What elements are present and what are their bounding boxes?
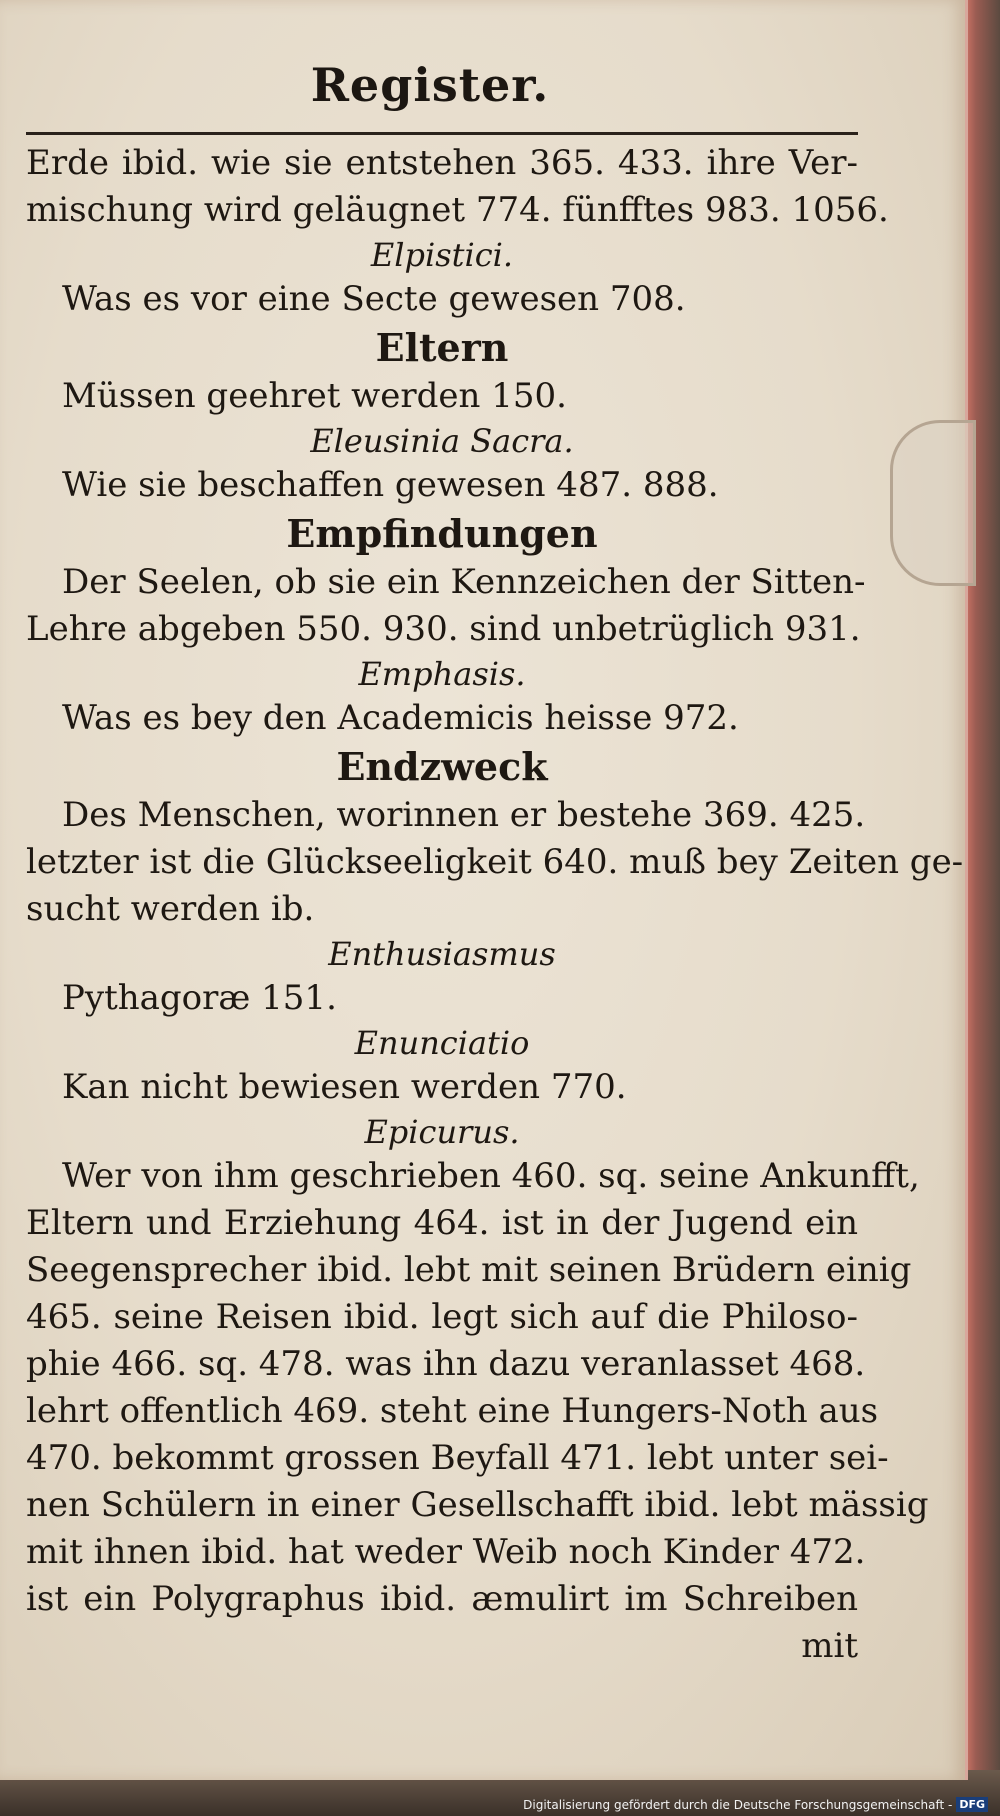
entry-line: mit ihnen ibid. hat weder Weib noch Kinder 472.: [26, 1532, 866, 1572]
catchword: mit: [801, 1626, 858, 1666]
entry-line: Lehre abgeben 550. 930. sind unbetrüglich 931.: [26, 609, 861, 649]
entry-line: lehrt offentlich 469. steht eine Hungers-Noth aus: [26, 1391, 879, 1431]
entry-line: Kan nicht bewiesen werden 770.: [62, 1067, 627, 1107]
entry-line: Was es vor eine Secte gewesen 708.: [62, 279, 686, 319]
page-header: Register.: [310, 58, 550, 112]
entry-line: Wie sie beschaffen gewesen 487. 888.: [62, 465, 719, 505]
entry-line: Des Menschen, worinnen er bestehe 369. 425.: [62, 795, 866, 835]
entry-line: Erde ibid. wie sie entstehen 365. 433. ihre Ver-: [26, 143, 858, 183]
entry-heading: Elpistici.: [370, 236, 514, 274]
entry-line: Der Seelen, ob sie ein Kennzeichen der Sitten-: [62, 562, 866, 602]
entry-line: mischung wird geläugnet 774. fünfftes 983. 1056.: [26, 190, 889, 230]
entry-heading: Eltern: [375, 325, 509, 370]
entry-heading: Endzweck: [336, 744, 548, 789]
entry-line: Müssen geehret werden 150.: [62, 376, 567, 416]
dfg-logo: DFG: [956, 1797, 988, 1812]
entry-line: Eltern und Erziehung 464. ist in der Jugend ein: [26, 1203, 858, 1243]
header-rule: [26, 132, 858, 135]
digitization-footer: [523, 1797, 988, 1812]
entry-heading: Eleusinia Sacra.: [310, 422, 574, 460]
register-content: [26, 140, 964, 1670]
entry-line: ist ein Polygraphus ibid. æmulirt im Schreiben: [26, 1579, 858, 1619]
entry-heading: Epicurus.: [364, 1113, 520, 1151]
entry-line: 465. seine Reisen ibid. legt sich auf die Philoso-: [26, 1297, 858, 1337]
entry-line: sucht werden ib.: [26, 889, 315, 929]
entry-heading: Enunciatio: [354, 1024, 530, 1062]
entry-line: Wer von ihm geschrieben 460. sq. seine Ankunfft,: [62, 1156, 920, 1196]
entry-line: phie 466. sq. 478. was ihn dazu veranlasset 468.: [26, 1344, 866, 1384]
entry-line: 470. bekommt grossen Beyfall 471. lebt unter sei-: [26, 1438, 889, 1478]
entry-heading: Empfindungen: [286, 511, 598, 556]
entry-line: Pythagoræ 151.: [62, 978, 337, 1018]
entry-line: Seegensprecher ibid. lebt mit seinen Brüdern einig: [26, 1250, 912, 1290]
entry-line: Was es bey den Academicis heisse 972.: [62, 698, 739, 738]
footer-text: Digitalisierung gefördert durch die Deutsche Forschungsgemeinschaft -: [523, 1797, 953, 1812]
page-clip: [890, 420, 976, 586]
entry-heading: Enthusiasmus: [328, 935, 556, 973]
entry-heading: Emphasis.: [358, 655, 526, 693]
entry-line: nen Schülern in einer Gesellschafft ibid. lebt mässig: [26, 1485, 929, 1525]
entry-line: letzter ist die Glückseeligkeit 640. muß bey Zeiten ge-: [26, 842, 964, 882]
